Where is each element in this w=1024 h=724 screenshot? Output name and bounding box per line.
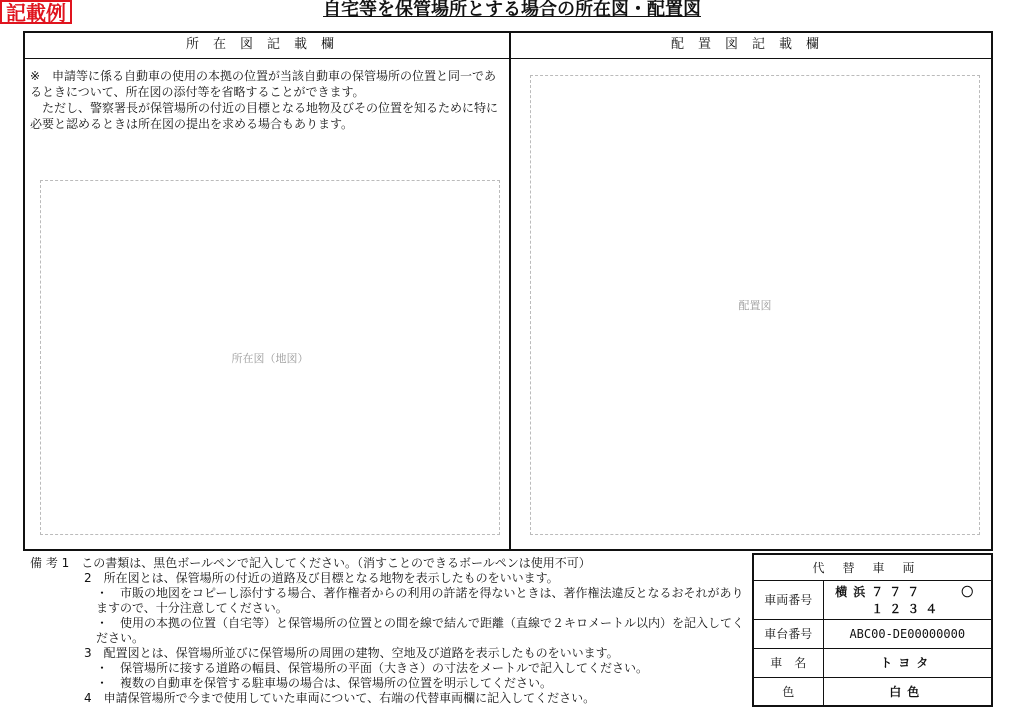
location-map-heading: 所在図記載欄	[185, 37, 348, 52]
chassis-number-value: ABC00-DE00000000	[823, 619, 992, 648]
replacement-heading: 代替車両	[753, 554, 992, 580]
table-row	[753, 580, 992, 619]
note-paragraph-2: ただし、警察署長が保管場所の付近の目標となる地物及びその位置を知るために特に必要と認めるときは所在図の提出を求める場合もあります。	[30, 101, 499, 131]
right-header-row	[511, 31, 993, 59]
table-row	[753, 619, 992, 648]
remark-3b: ・ 複数の自動車を保管する駐車場の場合は、保管場所の位置を明示してください。	[96, 676, 553, 690]
remarks-list	[30, 556, 745, 706]
location-note	[30, 68, 500, 132]
table-row	[753, 677, 992, 706]
panel-divider	[509, 31, 511, 551]
chassis-number-label: 車台番号	[753, 619, 823, 648]
remark-2b: ・ 使用の本拠の位置（自宅等）と保管場所の位置との間を線で結んで距離（直線で２キロメートル以内）を記入してください。	[96, 616, 745, 645]
vehicle-number-value: 横浜７７７ 〇 １２３４	[823, 580, 992, 619]
remark-4: 4 申請保管場所で今まで使用していた車両について、右端の代替車両欄に記入してください。	[84, 691, 596, 705]
car-name-label: 車 名	[753, 648, 823, 677]
remark-3a: ・ 保管場所に接する道路の幅員、保管場所の平面（大きさ）の寸法をメートルで記入してください。	[96, 661, 649, 675]
replacement-vehicle-table	[752, 553, 998, 707]
remark-2: 2 所在図とは、保管場所の付近の道路及び目標となる地物を表示したものをいいます。	[84, 571, 559, 585]
layout-map-heading: 配置図記載欄	[670, 37, 833, 52]
location-map-placeholder: 所在図（地図）	[40, 180, 500, 535]
note-paragraph-1: ※ 申請等に係る自動車の使用の本拠の位置が当該自動車の保管場所の位置と同一であるときについて、所在図の添付等を省略することができます。	[30, 69, 497, 99]
remark-2a: ・ 市販の地図をコピーし添付する場合、著作権者からの利用の許諾を得ないときは、著作権法違反となるおそれがありますので、十分注意してください。	[96, 586, 744, 615]
color-value: 白色	[823, 677, 992, 706]
table-row	[753, 648, 992, 677]
example-stamp: 記載例	[0, 0, 72, 24]
layout-diagram-placeholder: 配置図	[530, 75, 980, 535]
remark-3: 3 配置図とは、保管場所並びに保管場所の周囲の建物、空地及び道路を表示したものをいいます。	[84, 646, 619, 660]
page-title: 自宅等を保管場所とする場合の所在図・配置図	[323, 0, 701, 20]
vehicle-number-label: 車両番号	[753, 580, 823, 619]
color-label: 色	[753, 677, 823, 706]
left-header-row	[23, 31, 511, 59]
remark-1: 備 考 1 この書類は、黒色ボールペンで記入してください。（消すことのできるボールペンは使用不可）	[30, 556, 591, 570]
car-name-value: トヨタ	[823, 648, 992, 677]
